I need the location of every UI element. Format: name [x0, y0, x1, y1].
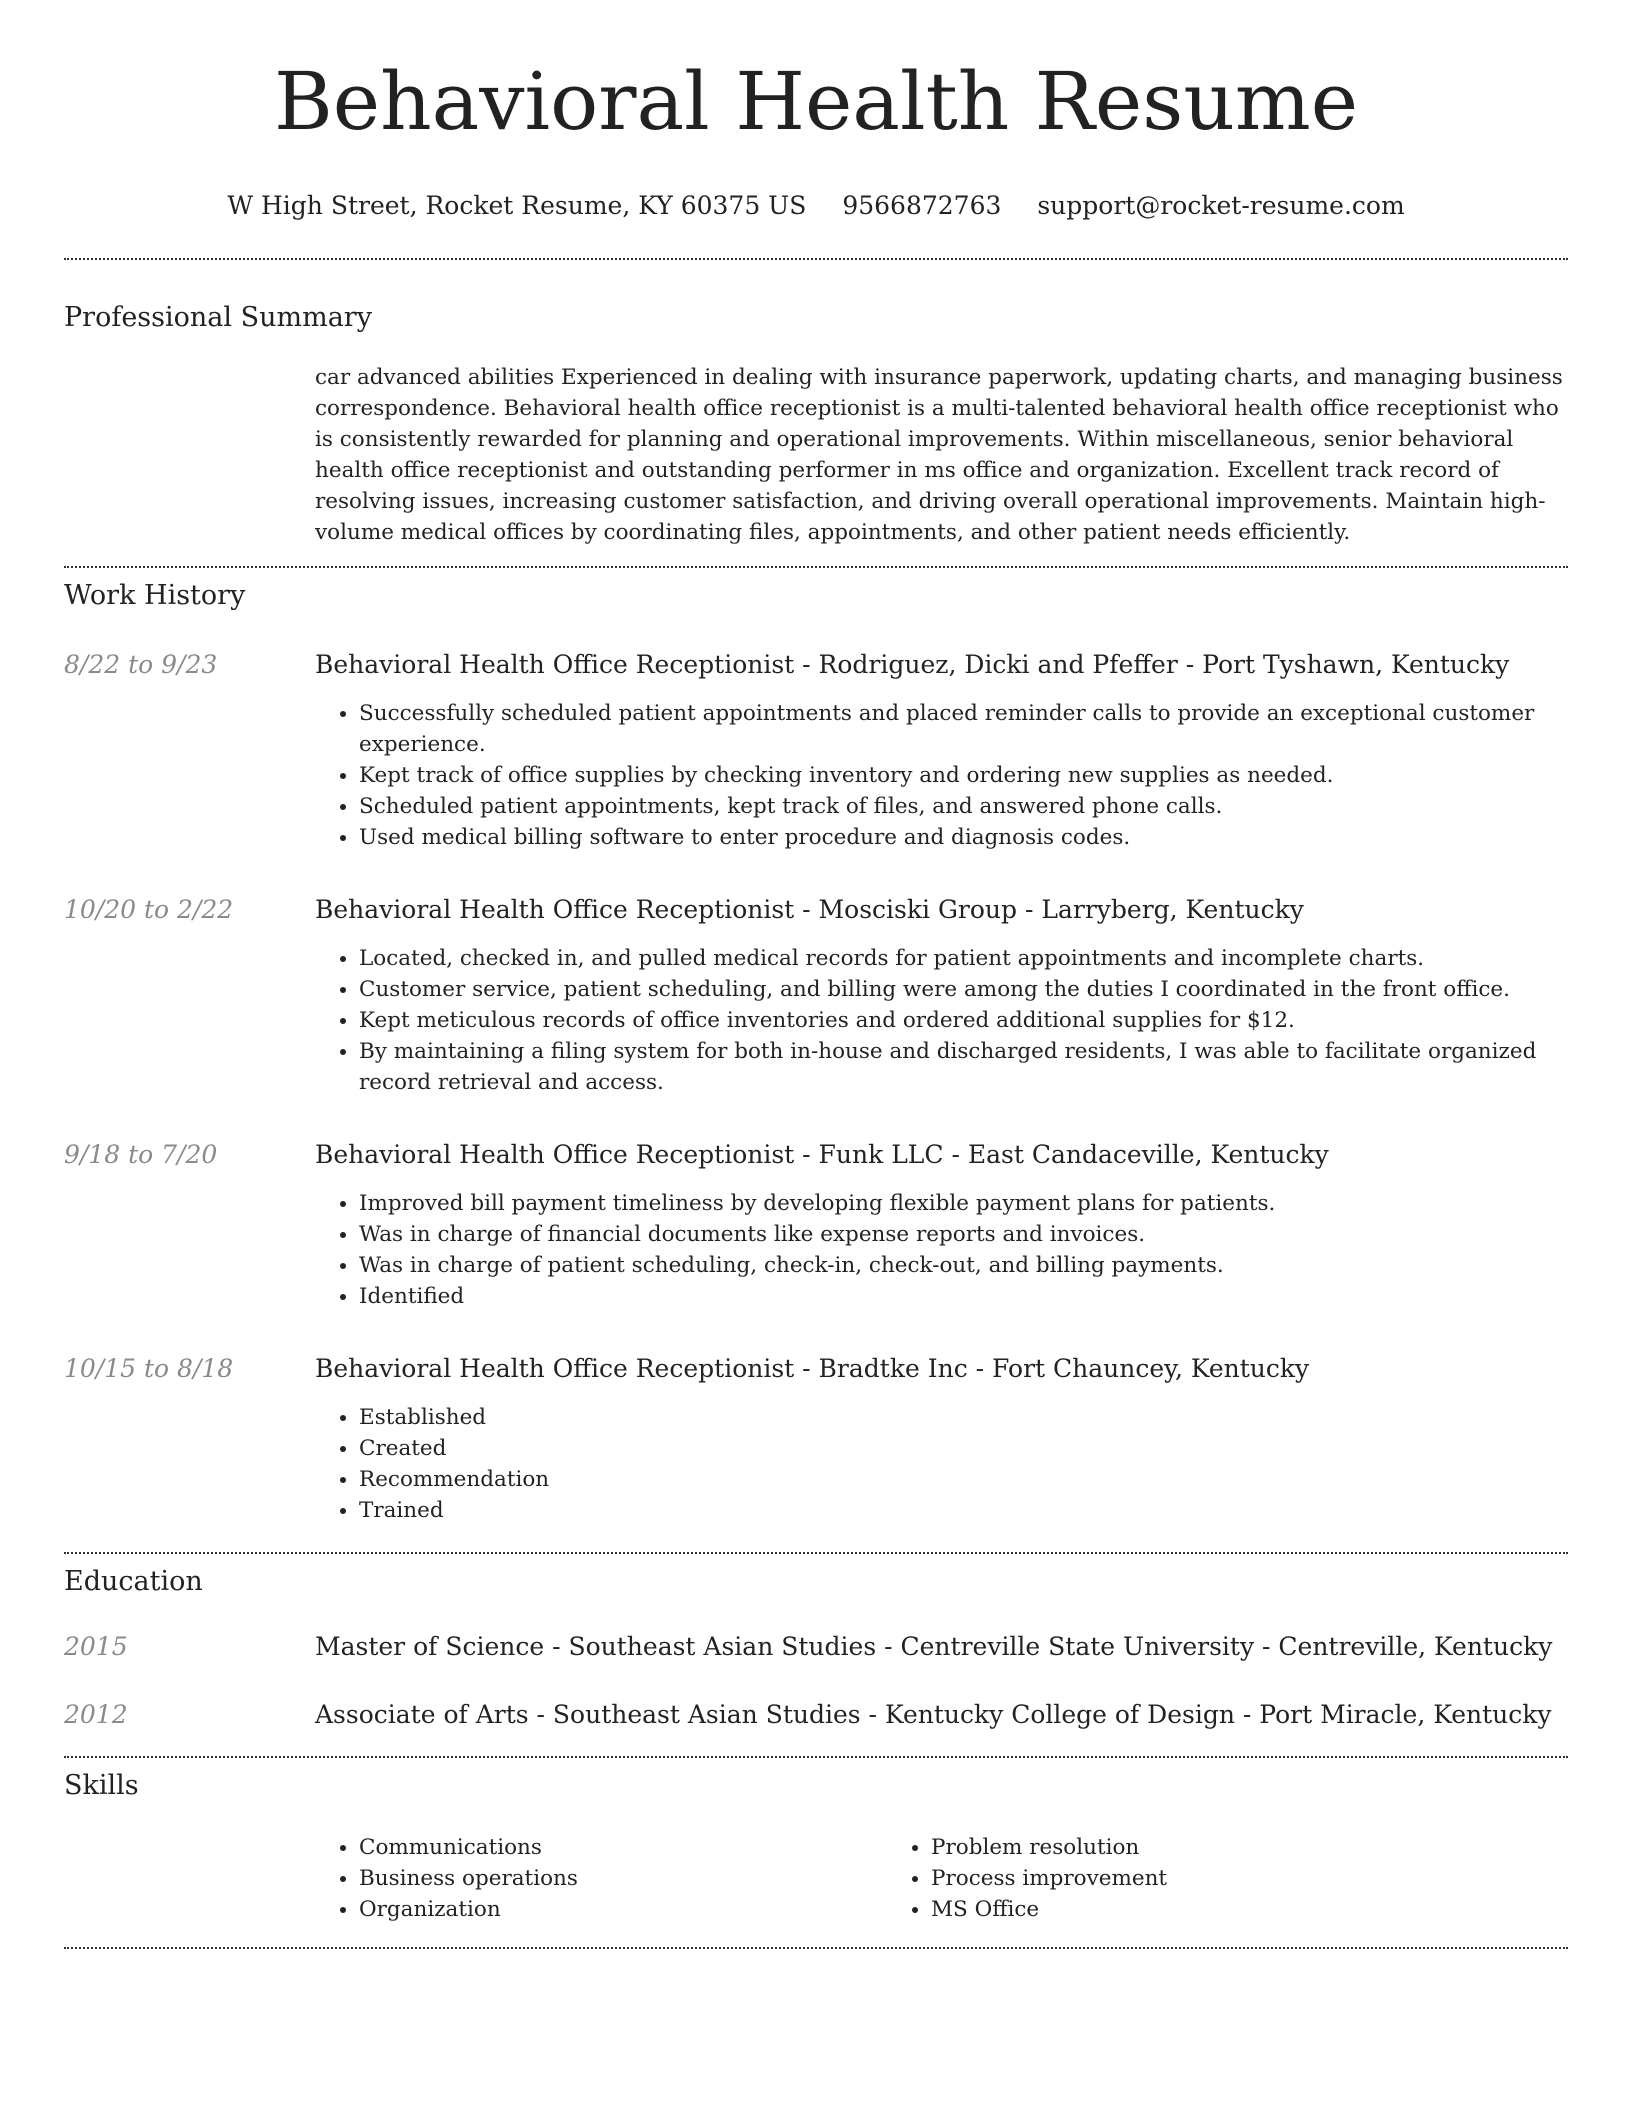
- contact-phone: 9566872763: [842, 191, 1002, 220]
- job-bullets: [315, 698, 1568, 853]
- education-section: [64, 1554, 1568, 1756]
- education-title: Master of Science - Southeast Asian Studies - Centreville State University - Centreville, Kentucky: [315, 1632, 1553, 1661]
- job-dates: 10/20 to 2/22: [64, 895, 234, 924]
- contact-address: W High Street, Rocket Resume, KY 60375 US: [227, 191, 807, 220]
- list-item: • Used medical billing software to enter procedure and diagnosis codes.: [359, 822, 1568, 853]
- job-bullets: [315, 1402, 1568, 1526]
- list-item: • By maintaining a filing system for both in-house and discharged residents, I was able to facilitate organized record retrieval and access.: [359, 1036, 1568, 1098]
- skill-item: • Communications: [359, 1832, 887, 1863]
- job-title: Behavioral Health Office Receptionist - Mosciski Group - Larryberg, Kentucky: [315, 895, 1304, 924]
- job-title: Behavioral Health Office Receptionist - Rodriguez, Dicki and Pfeffer - Port Tyshawn, Kentucky: [315, 650, 1510, 679]
- work-history-section: [64, 568, 1568, 1552]
- skills-heading: Skills: [64, 1770, 139, 1801]
- list-item: • Was in charge of patient scheduling, check-in, check-out, and billing payments.: [359, 1250, 1568, 1281]
- job-body: [315, 1138, 1568, 1312]
- skills-columns: [315, 1832, 1568, 1947]
- skill-item: • Process improvement: [931, 1863, 1459, 1894]
- list-item: • Created: [359, 1433, 1568, 1464]
- job-entry: [64, 1352, 1568, 1526]
- education-entry: [64, 1630, 1568, 1664]
- divider: [64, 1947, 1568, 1949]
- skill-item: • Problem resolution: [931, 1832, 1459, 1863]
- list-item: • Kept track of office supplies by checking inventory and ordering new supplies as needed.: [359, 760, 1568, 791]
- job-dates: 8/22 to 9/23: [64, 650, 218, 679]
- list-item: • Established: [359, 1402, 1568, 1433]
- list-item: • Kept meticulous records of office inventories and ordered additional supplies for $12.: [359, 1005, 1568, 1036]
- list-item: • Scheduled patient appointments, kept track of files, and answered phone calls.: [359, 791, 1568, 822]
- list-item: • Was in charge of financial documents like expense reports and invoices.: [359, 1219, 1568, 1250]
- summary-section: [64, 300, 1568, 566]
- job-title: Behavioral Health Office Receptionist - Bradtke Inc - Fort Chauncey, Kentucky: [315, 1354, 1310, 1383]
- divider: [64, 258, 1568, 260]
- skills-section: [64, 1758, 1568, 1947]
- job-dates: 10/15 to 8/18: [64, 1354, 234, 1383]
- job-dates: 9/18 to 7/20: [64, 1140, 218, 1169]
- contact-email: support@rocket-resume.com: [1037, 191, 1405, 220]
- job-entry: [64, 893, 1568, 1098]
- skill-item: • Business operations: [359, 1863, 887, 1894]
- summary-text: car advanced abilities Experienced in dealing with insurance paperwork, updating charts, and managing business correspondence. Behavioral health office receptionist is a multi-talented behavioral health office receptionist who is consistently rewarded for planning and operational improvements. Within miscellaneous, senior behavioral health office receptionist and outstanding performer in ms office and organization. Excellent track record of resolving issues, increasing customer satisfaction, and driving overall operational improvements. Maintain high-volume medical offices by coordinating files, appointments, and other patient needs efficiently.: [315, 365, 1563, 545]
- list-item: • Located, checked in, and pulled medical records for patient appointments and incomplete charts.: [359, 943, 1568, 974]
- list-item: • Trained: [359, 1495, 1568, 1526]
- list-item: • Successfully scheduled patient appointments and placed reminder calls to provide an exceptional customer experience.: [359, 698, 1568, 760]
- skill-item: • MS Office: [931, 1894, 1459, 1925]
- education-year: 2012: [64, 1700, 128, 1729]
- skills-list-right: [887, 1832, 1459, 1925]
- list-item: • Identified: [359, 1281, 1568, 1312]
- list-item: • Customer service, patient scheduling, and billing were among the duties I coordinated in the front office.: [359, 974, 1568, 1005]
- list-item: • Improved bill payment timeliness by developing flexible payment plans for patients.: [359, 1188, 1568, 1219]
- education-title: Associate of Arts - Southeast Asian Studies - Kentucky College of Design - Port Miracle, Kentucky: [315, 1700, 1552, 1729]
- job-body: [315, 648, 1568, 853]
- summary-heading: Professional Summary: [64, 302, 372, 333]
- skill-item: • Organization: [359, 1894, 887, 1925]
- list-item: • Recommendation: [359, 1464, 1568, 1495]
- job-entry: [64, 1138, 1568, 1312]
- contact-line: [64, 188, 1568, 224]
- job-entry: [64, 648, 1568, 853]
- skills-list-left: [315, 1832, 887, 1925]
- job-body: [315, 893, 1568, 1098]
- resume-title: Behavioral Health Resume: [273, 55, 1359, 148]
- job-bullets: [315, 943, 1568, 1098]
- job-title: Behavioral Health Office Receptionist - Funk LLC - East Candaceville, Kentucky: [315, 1140, 1329, 1169]
- education-heading: Education: [64, 1566, 203, 1597]
- job-bullets: [315, 1188, 1568, 1312]
- education-year: 2015: [64, 1632, 128, 1661]
- job-body: [315, 1352, 1568, 1526]
- education-entry: [64, 1698, 1568, 1732]
- work-history-heading: Work History: [64, 580, 246, 611]
